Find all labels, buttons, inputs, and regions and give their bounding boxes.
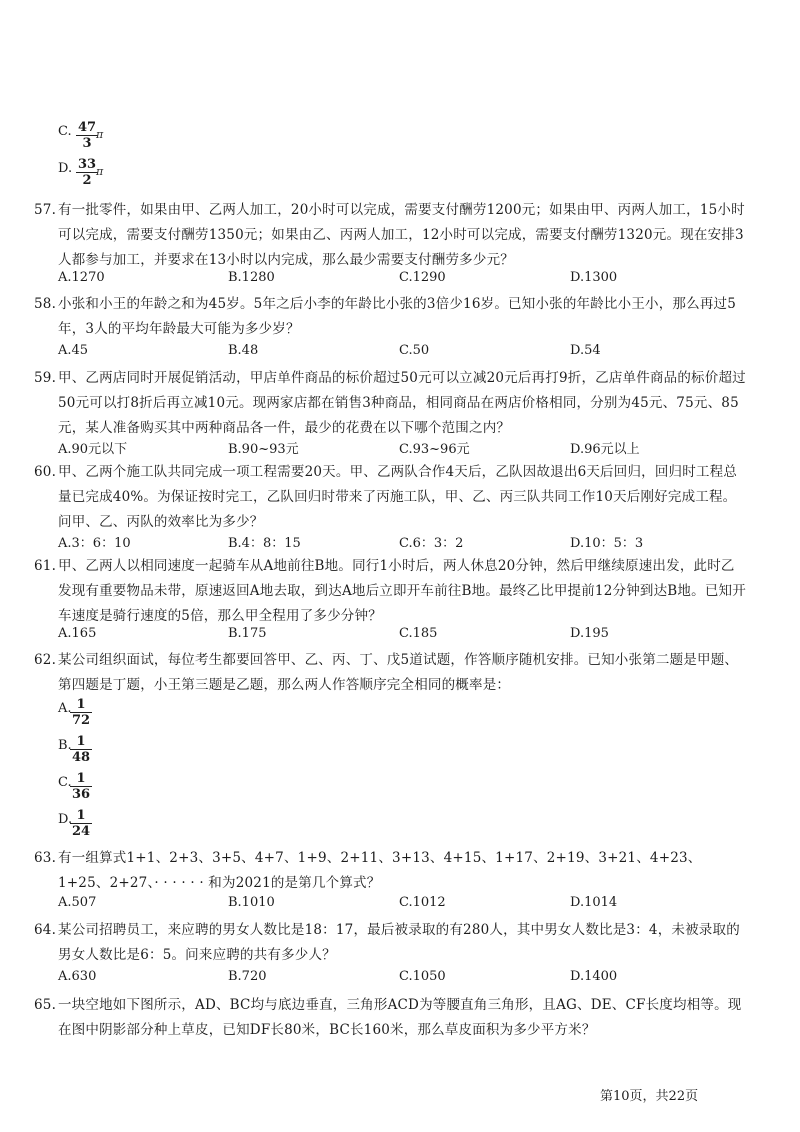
question-65: [34, 993, 748, 1043]
option-a: A.45: [58, 343, 89, 358]
option-d: D.96元以上: [570, 442, 640, 457]
option-b: B.48: [228, 343, 259, 358]
option-c: C.93~96元: [399, 442, 470, 457]
question-stem: 甲、乙两人以相同速度一起骑车从A地前往B地。同行1小时后，两人休息20分钟，然后甲继续原速出发，此时乙发现有重要物品未带，原速返回A地去取，到达A地后立即开车前往B地。最终乙比甲提前12分钟到达B地。已知开车速度是骑行速度的5倍，那么甲全程用了多少分钟？: [58, 558, 746, 624]
option-d: D.54: [570, 343, 601, 358]
question-number: 58.: [34, 296, 57, 312]
numerator: 47: [78, 120, 97, 135]
q60-options: [58, 532, 758, 550]
option-a: A.165: [58, 626, 97, 641]
question-62: [34, 648, 748, 698]
numerator: 1: [76, 697, 86, 712]
question-stem: 某公司组织面试，每位考生都要回答甲、乙、丙、丁、戊5道试题，作答顺序随机安排。已知小张第二题是甲题、第四题是丁题，小王第三题是乙题，那么两人作答顺序完全相同的概率是：: [58, 652, 739, 693]
option-d: D.10：5：3: [570, 536, 644, 551]
q57-options: [58, 270, 758, 288]
q59-options: [58, 438, 758, 456]
question-stem: 甲、乙两店同时开展促销活动，甲店单件商品的标价超过50元可以立减20元后再打9折，乙店单件商品的标价超过50元可以打8折后再立减10元。现两家店都在销售3种商品，相同商品在两店价格相同，分别为45元、75元、85元，某人准备购买其中两种商品各一件，最少的花费在以下哪个范围之内？: [58, 370, 746, 436]
question-59: [34, 366, 748, 441]
option-c: C.1050: [399, 969, 446, 984]
denominator: 72: [72, 713, 91, 728]
question-stem: 甲、乙两个施工队共同完成一项工程需要20天。甲、乙两队合作4天后，乙队因故退出6天后回归，回归时工程总量已完成40%。为保证按时完工，乙队回归时带来了丙施工队，甲、乙、丙三队共同工作10天后刚好完成工程。问甲、乙、丙队的效率比为多少？: [58, 464, 738, 530]
option-b: B.1010: [228, 895, 275, 910]
option-c: C.1012: [399, 895, 446, 910]
question-stem: 某公司招聘员工，来应聘的男女人数比是18：17，最后被录取的有280人，其中男女人数比是3：4，未被录取的男女人数比是6：5。问来应聘的共有多少人？: [58, 922, 740, 963]
question-63: [34, 846, 748, 896]
question-number: 64.: [34, 922, 57, 938]
fraction: [70, 808, 92, 839]
question-stem: 有一批零件，如果由甲、乙两人加工，20小时可以完成，需要支付酬劳1200元；如果由甲、丙两人加工，15小时可以完成，需要支付酬劳1350元；如果由乙、丙两人加工，12小时可以完成，需要支付酬劳1320元。现在安排3人都参与加工，并要求在13小时以内完成，那么最少需要支付酬劳多少元？: [58, 202, 745, 268]
question-number: 59.: [34, 370, 57, 386]
option-a: A.507: [58, 895, 97, 910]
question-64: [34, 918, 748, 968]
numerator: 33: [78, 157, 97, 172]
option-label: B.: [58, 738, 72, 753]
question-number: 60.: [34, 464, 57, 480]
fraction: [70, 697, 92, 728]
fraction: [76, 157, 98, 188]
page-number: 第10页，共22页: [600, 1089, 699, 1104]
q64-options: [58, 969, 758, 987]
question-number: 61.: [34, 558, 57, 574]
question-number: 62.: [34, 652, 57, 668]
denominator: 48: [72, 750, 91, 765]
option-a: A.3：6：10: [58, 536, 131, 551]
denominator: 24: [72, 824, 91, 839]
pi-symbol: π: [96, 165, 104, 178]
q58-options: [58, 343, 758, 361]
question-58: [34, 292, 748, 342]
fraction: [70, 771, 92, 802]
question-stem: 有一组算式1+1、2+3、3+5、4+7、1+9、2+11、3+13、4+15、1+17、2+19、3+21、4+23、1+25、2+27、· · · · · · 和为2021的是第几个算式？: [58, 850, 702, 891]
option-c: C.185: [399, 626, 438, 641]
q63-options: [58, 895, 758, 913]
option-c: C.50: [399, 343, 430, 358]
option-label: A.: [58, 701, 72, 716]
numerator: 1: [76, 771, 86, 786]
option-label: D.: [58, 161, 73, 176]
denominator: 2: [76, 172, 98, 188]
option-c: C.6：3：2: [399, 536, 464, 551]
option-d: D.1400: [570, 969, 618, 984]
option-label: C.: [58, 775, 72, 790]
option-b: B.1280: [228, 270, 275, 285]
q61-options: [58, 626, 758, 644]
option-b: B.4：8：15: [228, 536, 301, 551]
option-label: C.: [58, 124, 72, 139]
option-d: D.195: [570, 626, 609, 641]
fraction: [76, 120, 98, 151]
denominator: 36: [72, 787, 91, 802]
option-label: D.: [58, 812, 73, 827]
question-57: [34, 198, 748, 273]
question-60: [34, 460, 748, 535]
option-c: C.1290: [399, 270, 446, 285]
option-b: B.720: [228, 969, 267, 984]
option-b: B.90~93元: [228, 442, 299, 457]
denominator: 3: [76, 135, 98, 151]
option-a: A.630: [58, 969, 97, 984]
pi-symbol: π: [96, 128, 104, 141]
option-d: D.1014: [570, 895, 618, 910]
question-61: [34, 554, 748, 629]
question-number: 57.: [34, 202, 57, 218]
numerator: 1: [76, 808, 86, 823]
option-d: D.1300: [570, 270, 618, 285]
option-a: A.90元以下: [58, 442, 128, 457]
numerator: 1: [76, 734, 86, 749]
question-stem: 一块空地如下图所示，AD、BC均与底边垂直，三角形ACD为等腰直角三角形，且AG、DE、CF长度均相等。现在图中阴影部分种上草皮，已知DF长80米，BC长160米，那么草皮面积为多少平方米？: [58, 997, 742, 1038]
option-b: B.175: [228, 626, 267, 641]
question-stem: 小张和小王的年龄之和为45岁。5年之后小李的年龄比小张的3倍少16岁。已知小张的年龄比小王小，那么再过5年，3人的平均年龄最大可能为多少岁？: [58, 296, 737, 337]
option-a: A.1270: [58, 270, 105, 285]
question-number: 63.: [34, 850, 57, 866]
question-number: 65.: [34, 997, 57, 1013]
fraction: [70, 734, 92, 765]
